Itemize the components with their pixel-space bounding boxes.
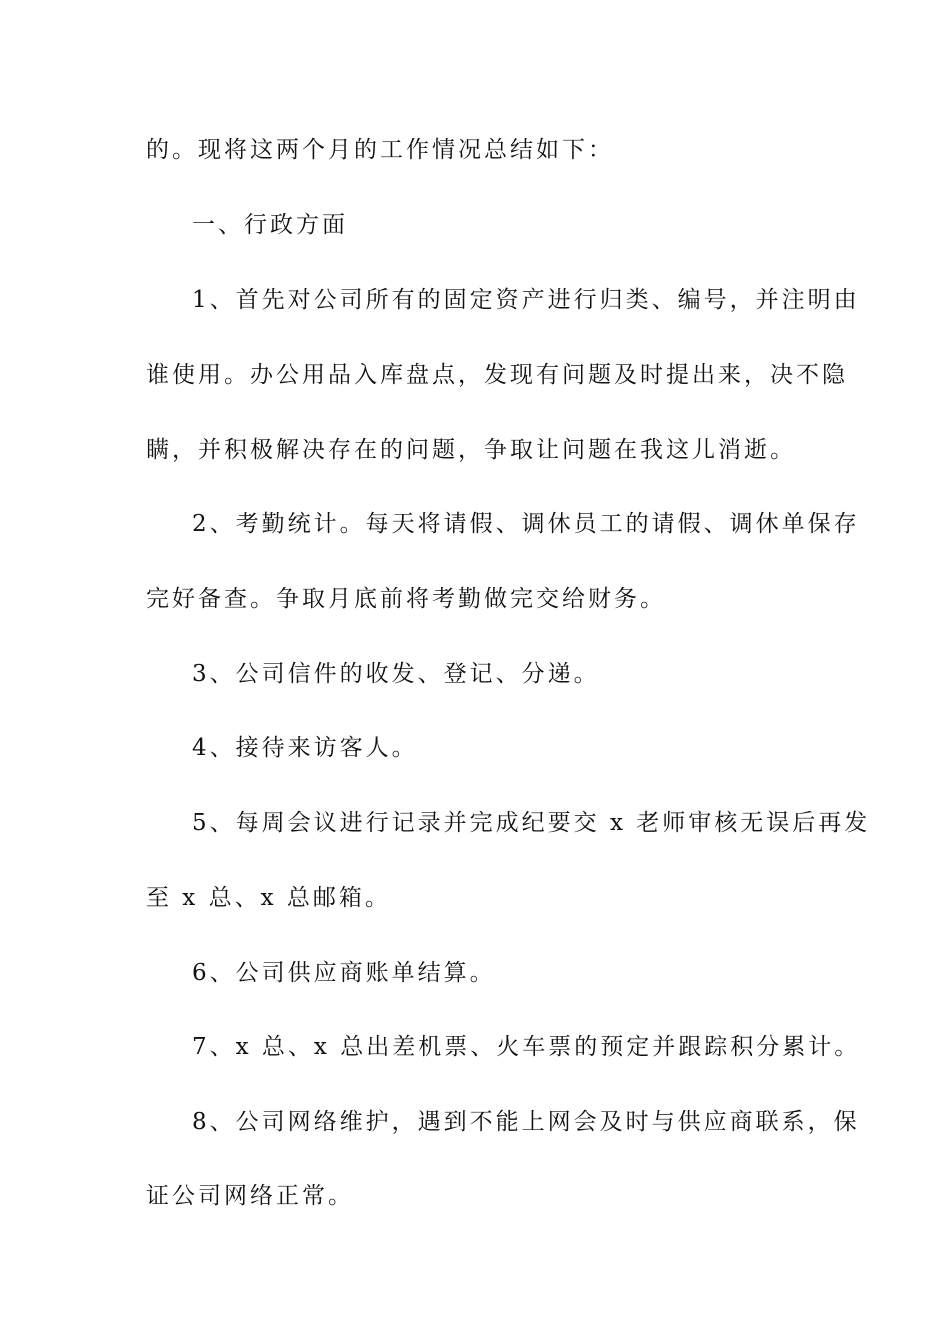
text-line: 4、接待来访客人。 [192,735,418,761]
text-line: 证公司网络正常。 [146,1183,354,1209]
text-line: 6、公司供应商账单结算。 [192,960,496,986]
text-line: 至 x 总、x 总邮箱。 [146,885,391,911]
text-line: 5、每周会议进行记录并完成纪要交 x 老师审核无误后再发 [192,810,871,836]
text-line: 8、公司网络维护，遇到不能上网会及时与供应商联系，保 [192,1109,860,1135]
text-line: 的。现将这两个月的工作情况总结如下： [146,137,614,163]
text-line: 完好备查。争取月底前将考勤做完交给财务。 [146,586,666,612]
text-line: 3、公司信件的收发、登记、分递。 [192,661,600,687]
section-heading: 一、行政方面 [192,212,348,238]
text-line: 1、首先对公司所有的固定资产进行归类、编号，并注明由 [192,287,860,313]
text-line: 瞒，并积极解决存在的问题，争取让问题在我这儿消逝。 [146,437,796,463]
text-line: 谁使用。办公用品入库盘点，发现有问题及时提出来，决不隐 [146,362,848,388]
text-line: 2、考勤统计。每天将请假、调休员工的请假、调休单保存 [192,511,860,537]
text-line: 7、x 总、x 总出差机票、火车票的预定并跟踪积分累计。 [192,1034,861,1060]
